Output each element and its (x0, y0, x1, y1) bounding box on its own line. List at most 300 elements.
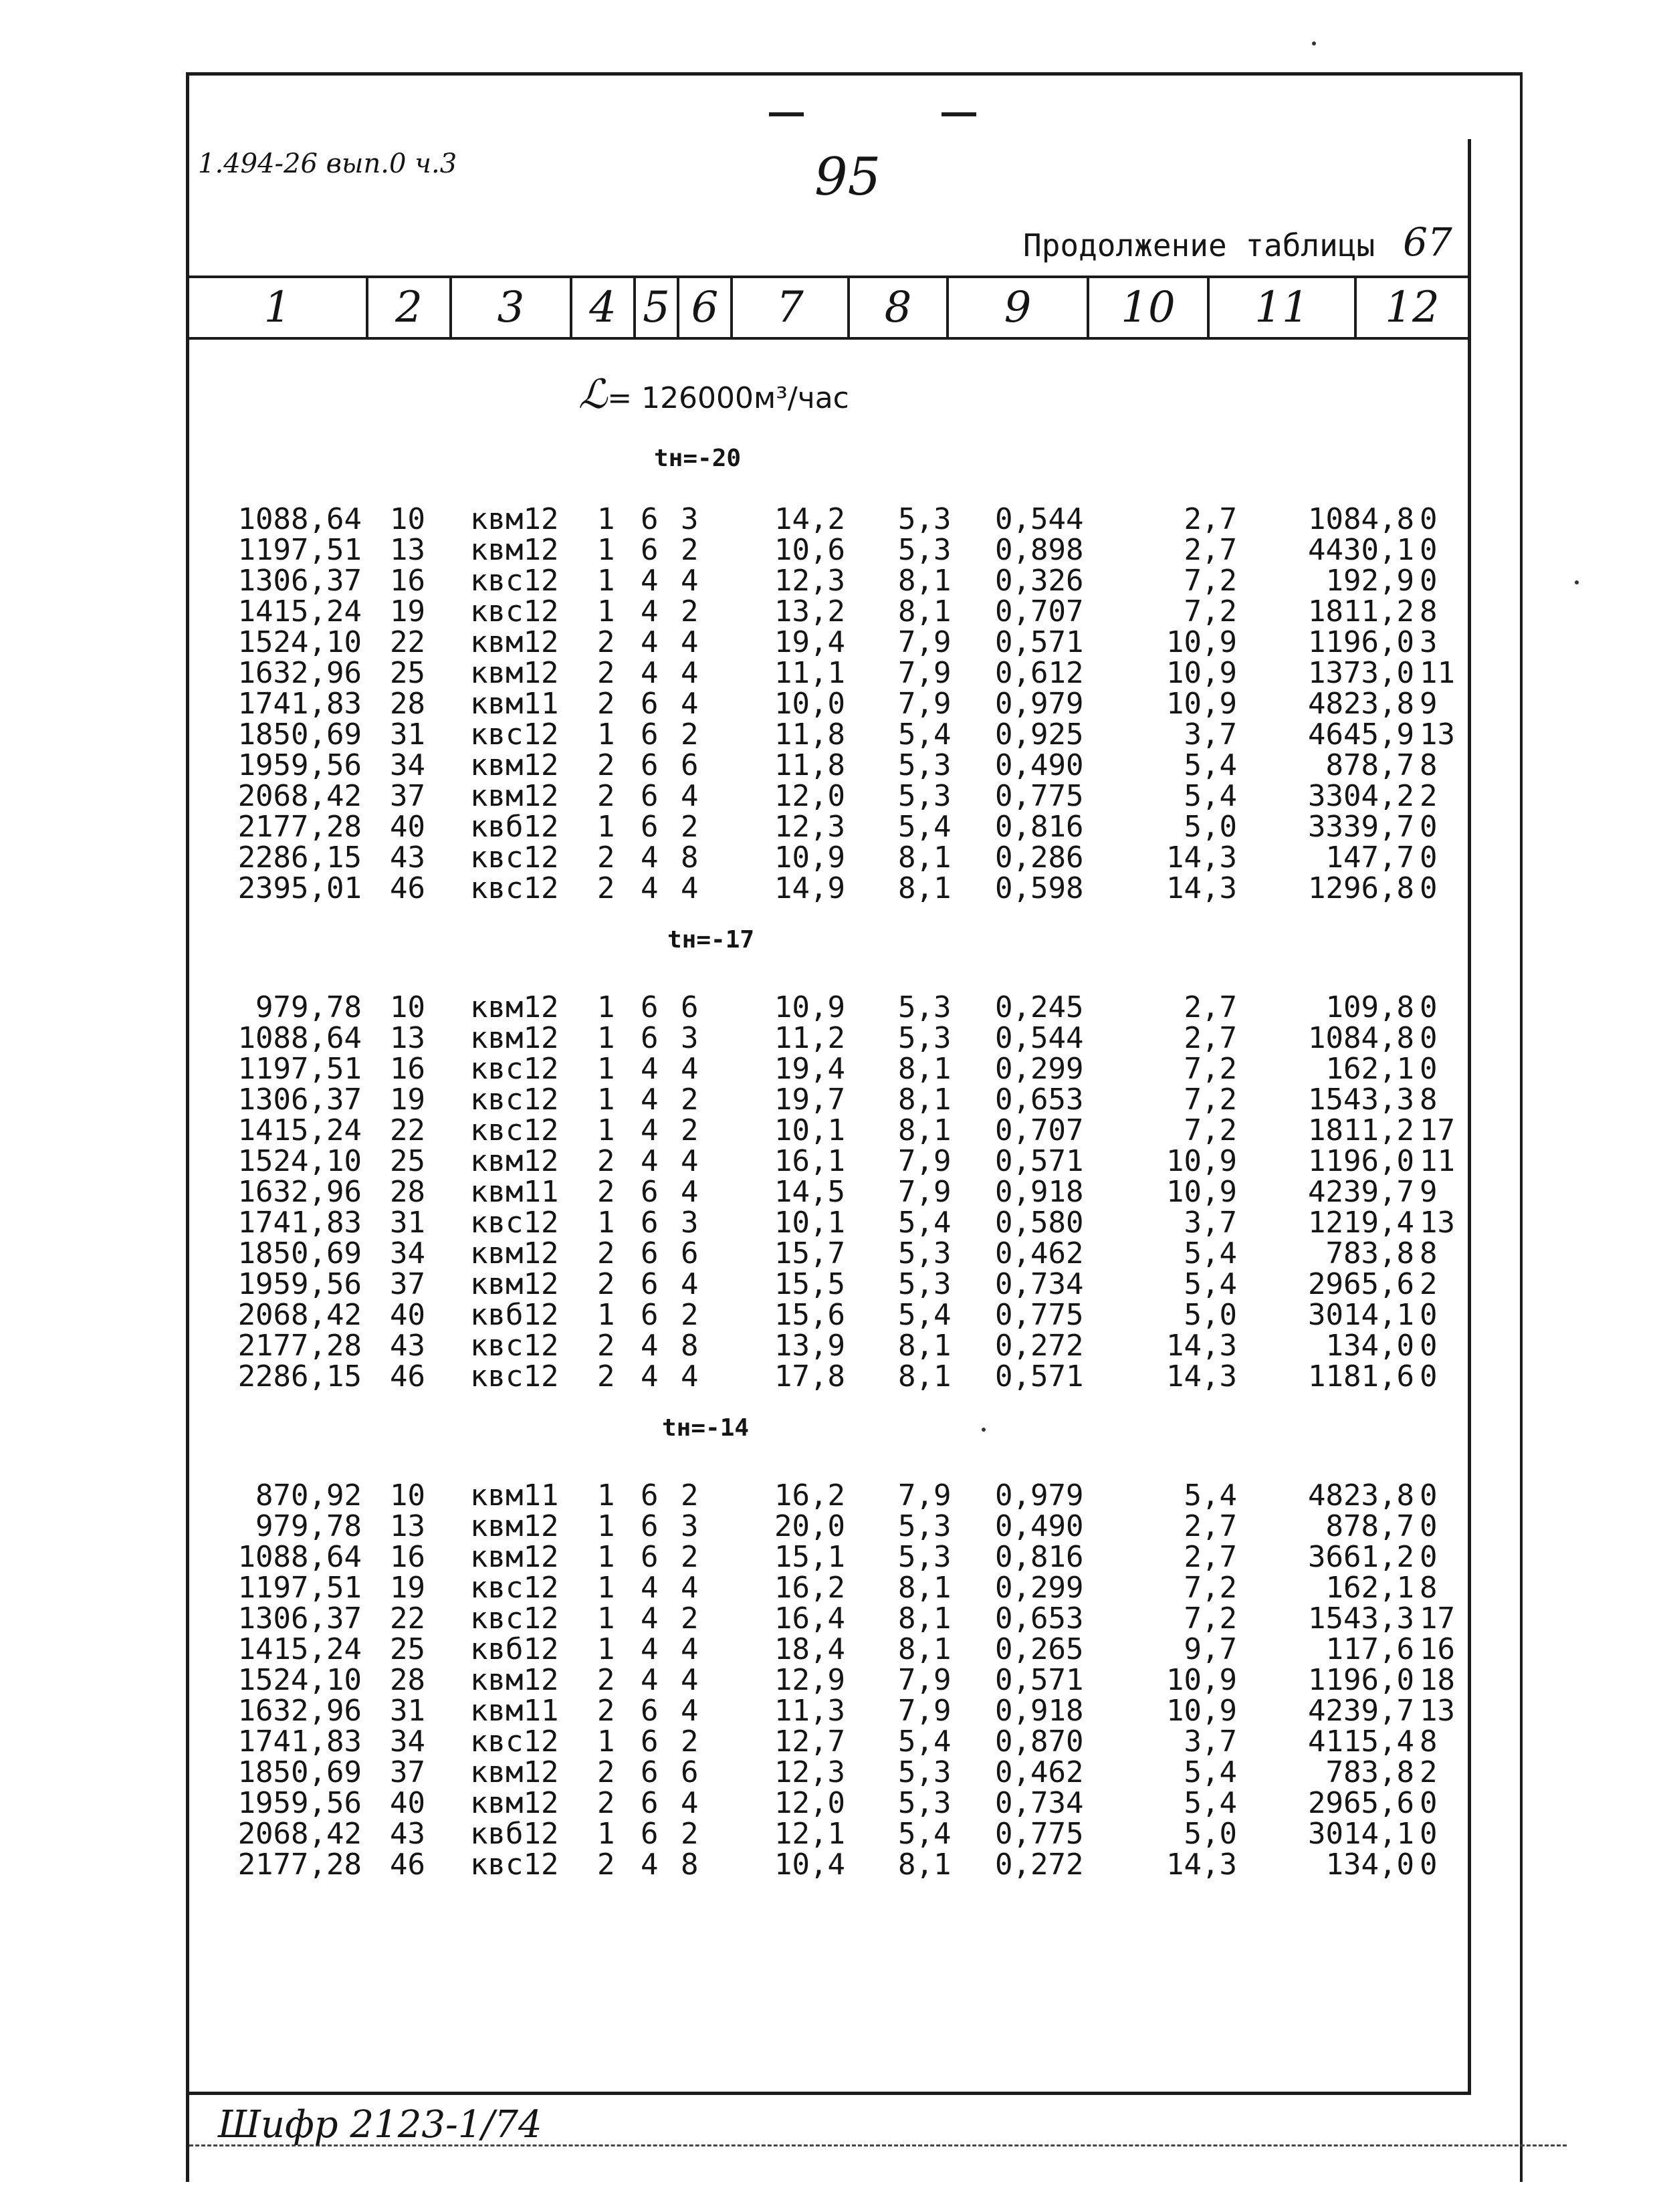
page-number: 95 (814, 147, 881, 207)
cell-c8: 5,3 (898, 533, 952, 567)
cell-c10: 3,7 (1184, 1725, 1237, 1759)
cell-n: 31 (390, 717, 425, 752)
cell-c12: 0 (1420, 1540, 1438, 1574)
table-row (189, 1175, 1468, 1209)
cell-coordinate: 1741,83 (237, 687, 362, 721)
table-row (189, 1085, 1468, 1115)
column-header: 10 (1089, 278, 1210, 337)
cell-n: 43 (390, 1329, 425, 1363)
cell-n: 31 (390, 1206, 425, 1240)
cell-c11: 134,0 (1325, 1329, 1414, 1363)
cell-c12: 2 (1420, 1267, 1438, 1301)
cell-c10: 7,2 (1184, 594, 1237, 629)
table-row (189, 1819, 1468, 1849)
cell-c12: 8 (1420, 1725, 1438, 1759)
cell-c11: 147,7 (1325, 841, 1414, 875)
cell-c11: 3339,7 (1308, 810, 1414, 844)
cell-c8: 5,3 (898, 1509, 952, 1543)
cell-c11: 1084,8 (1308, 1021, 1414, 1055)
table-row (189, 1573, 1468, 1603)
cell-c10: 7,2 (1184, 1571, 1237, 1605)
cell-c4: 1 (597, 1509, 615, 1543)
cell-c12: 0 (1420, 1509, 1438, 1543)
cell-c9: 0,490 (995, 1509, 1084, 1543)
cell-c11: 1219,4 (1308, 1206, 1414, 1240)
cell-c7: 12,1 (774, 1817, 845, 1851)
cell-c7: 17,8 (774, 1359, 845, 1394)
cell-c4: 2 (597, 871, 615, 905)
table-row (189, 656, 1468, 690)
cell-c10: 14,3 (1166, 1848, 1237, 1882)
cell-c11: 109,8 (1325, 990, 1414, 1024)
cell-c6: 2 (681, 1478, 699, 1513)
cell-n: 40 (390, 1298, 425, 1332)
cell-c7: 10,6 (774, 533, 845, 567)
cell-type: квс12 (470, 1601, 559, 1636)
cell-c5: 6 (641, 1478, 659, 1513)
cell-type: квб12 (470, 1632, 559, 1666)
footer-code: Шифр 2123-1/74 (218, 2103, 542, 2146)
cell-c6: 8 (681, 841, 699, 875)
cell-c9: 0,265 (995, 1632, 1084, 1666)
cell-c6: 2 (681, 717, 699, 752)
cell-c9: 0,462 (995, 1755, 1084, 1789)
cell-coordinate: 2395,01 (237, 871, 362, 905)
cell-type: квс12 (470, 1848, 559, 1882)
cell-coordinate: 1197,51 (237, 1571, 362, 1605)
cell-c9: 0,979 (995, 687, 1084, 721)
top-dash-mark (942, 112, 976, 116)
cell-c4: 2 (597, 1755, 615, 1789)
cell-c9: 0,326 (995, 564, 1084, 598)
cell-c7: 10,9 (774, 841, 845, 875)
cell-c7: 12,7 (774, 1725, 845, 1759)
cell-c9: 0,734 (995, 1786, 1084, 1820)
cell-c4: 1 (597, 1478, 615, 1513)
cell-c5: 4 (641, 1632, 659, 1666)
cell-type: квм11 (470, 1478, 559, 1513)
cell-coordinate: 2286,15 (237, 1359, 362, 1394)
cell-c7: 11,1 (774, 656, 845, 690)
cell-c6: 4 (681, 687, 699, 721)
cell-c6: 2 (681, 1725, 699, 1759)
table-row (189, 1540, 1468, 1574)
table-number: 67 (1403, 219, 1452, 265)
cell-c5: 6 (641, 1817, 659, 1851)
cell-c7: 16,2 (774, 1571, 845, 1605)
cell-c6: 4 (681, 1175, 699, 1209)
cell-c9: 0,544 (995, 1021, 1084, 1055)
cell-c6: 2 (681, 533, 699, 567)
cell-coordinate: 2177,28 (237, 810, 362, 844)
cell-c4: 1 (597, 1571, 615, 1605)
cell-c7: 15,6 (774, 1298, 845, 1332)
cell-c4: 1 (597, 1725, 615, 1759)
cell-c8: 5,3 (898, 990, 952, 1024)
cell-c6: 4 (681, 779, 699, 813)
cell-c7: 15,1 (774, 1540, 845, 1574)
cell-c8: 7,9 (898, 1663, 952, 1697)
cell-coordinate: 1415,24 (237, 1632, 362, 1666)
cell-n: 43 (390, 1817, 425, 1851)
cell-c4: 2 (597, 1267, 615, 1301)
cell-c8: 8,1 (898, 871, 952, 905)
cell-c10: 10,9 (1166, 1175, 1237, 1209)
table-row (189, 502, 1468, 536)
column-header: 8 (850, 278, 949, 337)
cell-c7: 11,2 (774, 1021, 845, 1055)
cell-c10: 2,7 (1184, 1540, 1237, 1574)
cell-c8: 8,1 (898, 1083, 952, 1117)
cell-c11: 134,0 (1325, 1848, 1414, 1882)
cell-c10: 2,7 (1184, 533, 1237, 567)
cell-c6: 8 (681, 1848, 699, 1882)
cell-c11: 3304,2 (1308, 779, 1414, 813)
cell-c11: 162,1 (1325, 1052, 1414, 1086)
cell-c7: 19,7 (774, 1083, 845, 1117)
cell-type: квм12 (470, 533, 559, 567)
cell-c11: 1543,3 (1308, 1083, 1414, 1117)
cell-n: 34 (390, 748, 425, 782)
cell-c8: 5,3 (898, 748, 952, 782)
cell-type: квм12 (470, 1267, 559, 1301)
cell-coordinate: 1197,51 (237, 533, 362, 567)
cell-c7: 19,4 (774, 1052, 845, 1086)
table-row (189, 1696, 1468, 1726)
cell-type: квс12 (470, 1359, 559, 1394)
cell-c9: 0,870 (995, 1725, 1084, 1759)
cell-c8: 5,4 (898, 717, 952, 752)
cell-coordinate: 1632,96 (237, 1694, 362, 1728)
cell-c4: 1 (597, 533, 615, 567)
cell-coordinate: 2068,42 (237, 1298, 362, 1332)
cell-c11: 192,9 (1325, 564, 1414, 598)
cell-c7: 13,2 (774, 594, 845, 629)
cell-c7: 14,2 (774, 502, 845, 536)
cell-c8: 5,3 (898, 1786, 952, 1820)
cell-c4: 2 (597, 1175, 615, 1209)
cell-n: 37 (390, 1755, 425, 1789)
cell-type: квм12 (470, 1786, 559, 1820)
cell-c5: 4 (641, 625, 659, 659)
cell-n: 10 (390, 990, 425, 1024)
cell-coordinate: 1741,83 (237, 1725, 362, 1759)
cell-c10: 5,4 (1184, 1786, 1237, 1820)
cell-c5: 6 (641, 1694, 659, 1728)
cell-c6: 4 (681, 656, 699, 690)
cell-c7: 13,9 (774, 1329, 845, 1363)
cell-c12: 18 (1420, 1663, 1455, 1697)
cell-c7: 12,3 (774, 810, 845, 844)
table-row (189, 594, 1468, 629)
cell-c9: 0,272 (995, 1329, 1084, 1363)
cell-c9: 0,580 (995, 1206, 1084, 1240)
cell-c6: 2 (681, 1298, 699, 1332)
cell-c5: 6 (641, 1509, 659, 1543)
cell-n: 22 (390, 1113, 425, 1147)
table-row (189, 1478, 1468, 1513)
cell-c4: 1 (597, 1206, 615, 1240)
cell-c7: 10,1 (774, 1206, 845, 1240)
cell-c10: 14,3 (1166, 1329, 1237, 1363)
cell-c12: 13 (1420, 717, 1455, 752)
cell-c12: 0 (1420, 1359, 1438, 1394)
table-row (189, 1267, 1468, 1301)
cell-c5: 6 (641, 717, 659, 752)
cell-c6: 4 (681, 1144, 699, 1178)
cell-c8: 5,3 (898, 1755, 952, 1789)
cell-c9: 0,571 (995, 1144, 1084, 1178)
cell-c5: 6 (641, 1267, 659, 1301)
cell-coordinate: 1632,96 (237, 656, 362, 690)
cell-c12: 0 (1420, 810, 1438, 844)
cell-c11: 1181,6 (1308, 1359, 1414, 1394)
table-row (189, 1755, 1468, 1789)
cell-c11: 2965,6 (1308, 1786, 1414, 1820)
cell-c5: 6 (641, 1786, 659, 1820)
cell-type: квм12 (470, 990, 559, 1024)
cell-n: 46 (390, 1848, 425, 1882)
cell-type: квс12 (470, 1725, 559, 1759)
cell-c4: 2 (597, 1329, 615, 1363)
cell-n: 13 (390, 533, 425, 567)
cell-c7: 16,2 (774, 1478, 845, 1513)
cell-c12: 0 (1420, 533, 1438, 567)
cell-c5: 4 (641, 1113, 659, 1147)
cell-c4: 1 (597, 1083, 615, 1117)
cell-c12: 16 (1420, 1632, 1455, 1666)
table-row (189, 812, 1468, 842)
cell-type: квм12 (470, 748, 559, 782)
cell-coordinate: 1959,56 (237, 1786, 362, 1820)
cell-c9: 0,299 (995, 1052, 1084, 1086)
cell-c7: 12,0 (774, 779, 845, 813)
cell-c5: 6 (641, 1298, 659, 1332)
cell-c5: 4 (641, 1083, 659, 1117)
cell-c9: 0,775 (995, 1298, 1084, 1332)
cell-c10: 7,2 (1184, 1113, 1237, 1147)
cell-c6: 4 (681, 1694, 699, 1728)
cell-c11: 4430,1 (1308, 533, 1414, 567)
cell-c10: 9,7 (1184, 1632, 1237, 1666)
cell-c9: 0,544 (995, 502, 1084, 536)
cell-c7: 11,3 (774, 1694, 845, 1728)
cell-c8: 5,4 (898, 1298, 952, 1332)
cell-c5: 6 (641, 1725, 659, 1759)
cell-c11: 4823,8 (1308, 1478, 1414, 1513)
cell-c7: 20,0 (774, 1509, 845, 1543)
column-header: 7 (733, 278, 850, 337)
cell-c11: 3014,1 (1308, 1817, 1414, 1851)
cell-coordinate: 1850,69 (237, 717, 362, 752)
cell-c9: 0,571 (995, 1359, 1084, 1394)
cell-c12: 13 (1420, 1694, 1455, 1728)
cell-c8: 8,1 (898, 1113, 952, 1147)
cell-c12: 0 (1420, 502, 1438, 536)
cell-c10: 14,3 (1166, 871, 1237, 905)
cell-c5: 4 (641, 564, 659, 598)
cell-c10: 10,9 (1166, 1694, 1237, 1728)
cell-c10: 5,4 (1184, 748, 1237, 782)
column-header: 12 (1385, 283, 1440, 332)
table-row (189, 1509, 1468, 1543)
cell-n: 28 (390, 1663, 425, 1697)
cell-c10: 3,7 (1184, 1206, 1237, 1240)
cell-c10: 5,0 (1184, 810, 1237, 844)
cell-type: квб12 (470, 1817, 559, 1851)
cell-n: 31 (390, 1694, 425, 1728)
cell-c11: 1084,8 (1308, 502, 1414, 536)
cell-c12: 0 (1420, 1021, 1438, 1055)
cell-c4: 1 (597, 594, 615, 629)
cell-type: квс12 (470, 841, 559, 875)
cell-c4: 2 (597, 656, 615, 690)
cell-c4: 2 (597, 1236, 615, 1270)
column-header: 11 (1210, 278, 1357, 337)
cell-c12: 0 (1420, 1817, 1438, 1851)
cell-type: квс12 (470, 1206, 559, 1240)
cell-c6: 4 (681, 625, 699, 659)
cell-c12: 13 (1420, 1206, 1455, 1240)
cell-c11: 1196,0 (1308, 1144, 1414, 1178)
cell-c8: 5,3 (898, 1236, 952, 1270)
cell-c12: 0 (1420, 1052, 1438, 1086)
cell-c9: 0,734 (995, 1267, 1084, 1301)
cell-c9: 0,286 (995, 841, 1084, 875)
cell-type: квс12 (470, 717, 559, 752)
cell-c6: 4 (681, 871, 699, 905)
cell-coordinate: 1524,10 (237, 1144, 362, 1178)
cell-c11: 783,8 (1325, 1236, 1414, 1270)
cell-c9: 0,775 (995, 1817, 1084, 1851)
cell-c12: 0 (1420, 841, 1438, 875)
table-row (189, 1331, 1468, 1361)
cell-c6: 4 (681, 1267, 699, 1301)
cell-coordinate: 1850,69 (237, 1236, 362, 1270)
cell-n: 25 (390, 1632, 425, 1666)
cell-c11: 1196,0 (1308, 625, 1414, 659)
cell-c6: 2 (681, 1817, 699, 1851)
cell-c12: 0 (1420, 1478, 1438, 1513)
cell-c5: 4 (641, 871, 659, 905)
cell-c11: 4239,7 (1308, 1175, 1414, 1209)
cell-c10: 14,3 (1166, 1359, 1237, 1394)
cell-c5: 4 (641, 656, 659, 690)
column-header: 6 (679, 278, 733, 337)
cell-type: квм12 (470, 625, 559, 659)
cell-c8: 7,9 (898, 656, 952, 690)
cell-c8: 5,3 (898, 502, 952, 536)
cell-c11: 1196,0 (1308, 1663, 1414, 1697)
cell-c10: 2,7 (1184, 1021, 1237, 1055)
cell-c10: 7,2 (1184, 1083, 1237, 1117)
cell-c5: 6 (641, 1206, 659, 1240)
cell-c6: 8 (681, 1329, 699, 1363)
cell-c9: 0,918 (995, 1175, 1084, 1209)
cell-type: квм11 (470, 1175, 559, 1209)
column-header: 5 (636, 278, 679, 337)
cell-type: квм12 (470, 656, 559, 690)
cell-c12: 3 (1420, 625, 1438, 659)
cell-c8: 7,9 (898, 1478, 952, 1513)
cell-c4: 1 (597, 810, 615, 844)
cell-c10: 10,9 (1166, 656, 1237, 690)
cell-c9: 0,775 (995, 779, 1084, 813)
cell-coordinate: 1850,69 (237, 1755, 362, 1789)
cell-type: квб12 (470, 1298, 559, 1332)
table-row (189, 1786, 1468, 1820)
cell-coordinate: 1415,24 (237, 1113, 362, 1147)
cell-c10: 5,4 (1184, 779, 1237, 813)
cell-coordinate: 1197,51 (237, 1052, 362, 1086)
cell-c4: 2 (597, 779, 615, 813)
cell-n: 16 (390, 1540, 425, 1574)
cell-c11: 1811,2 (1308, 1113, 1414, 1147)
cell-c4: 1 (597, 502, 615, 536)
cell-c6: 4 (681, 1359, 699, 1394)
cell-coordinate: 2068,42 (237, 1817, 362, 1851)
cell-type: квс12 (470, 564, 559, 598)
cell-c8: 8,1 (898, 1571, 952, 1605)
cell-coordinate: 1959,56 (237, 748, 362, 782)
cell-c10: 2,7 (1184, 502, 1237, 536)
cell-coordinate: 1415,24 (237, 594, 362, 629)
cell-c5: 4 (641, 1663, 659, 1697)
cell-c9: 0,918 (995, 1694, 1084, 1728)
cell-c12: 8 (1420, 1236, 1438, 1270)
table-row (189, 1052, 1468, 1086)
cell-c8: 7,9 (898, 1144, 952, 1178)
cell-c9: 0,925 (995, 717, 1084, 752)
cell-type: квс12 (470, 1052, 559, 1086)
cell-c5: 6 (641, 1175, 659, 1209)
cell-c8: 8,1 (898, 1052, 952, 1086)
column-header: 9 (949, 278, 1089, 337)
cell-c4: 1 (597, 1298, 615, 1332)
cell-coordinate: 2068,42 (237, 779, 362, 813)
cell-c8: 7,9 (898, 1694, 952, 1728)
table-row (189, 990, 1468, 1024)
cell-c11: 4823,8 (1308, 687, 1414, 721)
cell-c7: 12,9 (774, 1663, 845, 1697)
cell-c6: 6 (681, 1755, 699, 1789)
cell-n: 13 (390, 1509, 425, 1543)
cell-c12: 2 (1420, 779, 1438, 813)
cell-c5: 6 (641, 533, 659, 567)
cell-c12: 17 (1420, 1113, 1455, 1147)
cell-n: 40 (390, 1786, 425, 1820)
cell-n: 46 (390, 1359, 425, 1394)
cell-n: 37 (390, 779, 425, 813)
cell-c4: 1 (597, 1632, 615, 1666)
table-row (189, 566, 1468, 596)
cell-c7: 19,4 (774, 625, 845, 659)
cell-c11: 1811,2 (1308, 594, 1414, 629)
cell-c8: 8,1 (898, 1329, 952, 1363)
cell-c5: 6 (641, 502, 659, 536)
cell-c7: 16,1 (774, 1144, 845, 1178)
cell-c5: 4 (641, 1601, 659, 1636)
table-row (189, 1208, 1468, 1238)
cell-c6: 6 (681, 1236, 699, 1270)
table-row (189, 689, 1468, 719)
cell-c10: 5,0 (1184, 1817, 1237, 1851)
table-row (189, 871, 1468, 905)
cell-c8: 7,9 (898, 625, 952, 659)
cell-n: 10 (390, 1478, 425, 1513)
cell-c8: 5,3 (898, 1540, 952, 1574)
table-row (189, 1021, 1468, 1055)
